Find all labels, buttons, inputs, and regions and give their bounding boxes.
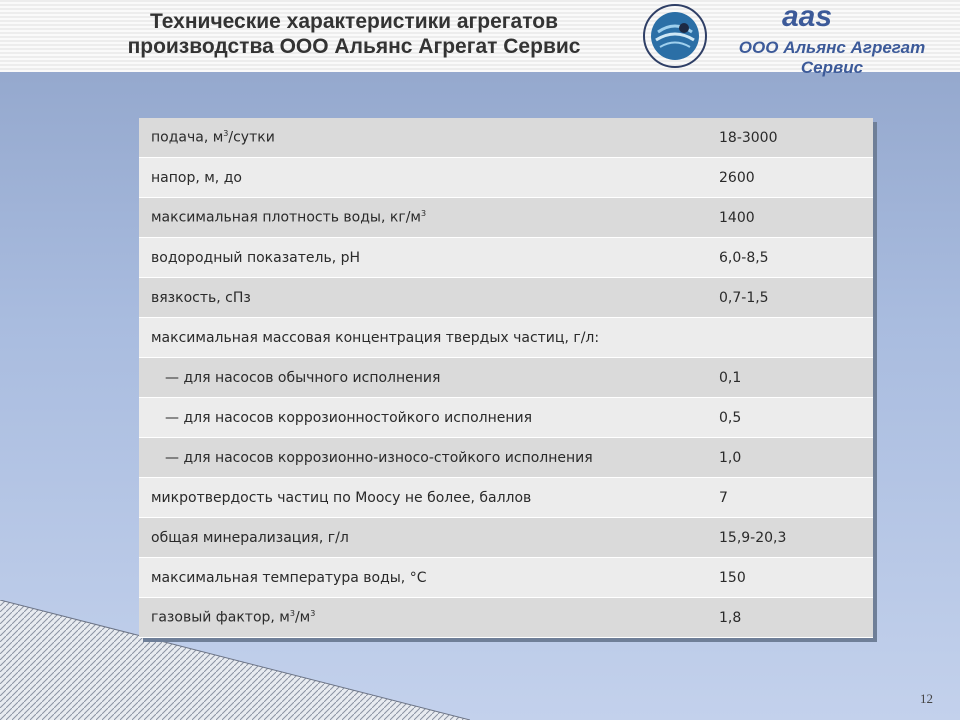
spec-parameter: максимальная температура воды, °С (139, 558, 707, 598)
table-row (139, 358, 873, 398)
table-row (139, 558, 873, 598)
page-number: 12 (920, 691, 933, 706)
title-line-2: производства ООО Альянс Агрегат Сервис (127, 35, 581, 58)
company-emblem-icon (640, 2, 710, 70)
table-row (139, 118, 873, 158)
spec-parameter: максимальная массовая концентрация твердых частиц, г/л: (139, 318, 707, 358)
spec-value: 0,1 (707, 358, 873, 398)
slide-header (0, 0, 960, 77)
specifications-table (139, 118, 873, 638)
spec-parameter: — для насосов коррозионно-износо-стойкого исполнения (139, 438, 707, 478)
spec-value: 1400 (707, 198, 873, 238)
spec-parameter: микротвердость частиц по Моосу не более, баллов (139, 478, 707, 518)
spec-value: 7 (707, 478, 873, 518)
table-row (139, 438, 873, 478)
spec-parameter: общая минерализация, г/л (139, 518, 707, 558)
spec-value: 18-3000 (707, 118, 873, 158)
table-row (139, 158, 873, 198)
spec-parameter: газовый фактор, $м^3/м^3$ (139, 598, 707, 638)
spec-value: 15,9-20,3 (707, 518, 873, 558)
spec-parameter: — для насосов обычного исполнения (139, 358, 707, 398)
table-row (139, 278, 873, 318)
spec-value: 2600 (707, 158, 873, 198)
spec-value: 1,0 (707, 438, 873, 478)
spec-value: 6,0-8,5 (707, 238, 873, 278)
spec-parameter: подача, $м^3$/сутки (139, 118, 707, 158)
company-logo-wordmark (780, 2, 870, 32)
spec-value: 150 (707, 558, 873, 598)
table-row (139, 598, 873, 638)
table-row (139, 198, 873, 238)
table-row (139, 238, 873, 278)
spec-parameter: напор, м, до (139, 158, 707, 198)
spec-parameter: вязкость, сПз (139, 278, 707, 318)
spec-value: 0,7-1,5 (707, 278, 873, 318)
spec-value (707, 318, 873, 358)
table-row (139, 518, 873, 558)
svg-text:aas: aas (782, 2, 833, 32)
spec-value: 1,8 (707, 598, 873, 638)
spec-parameter: водородный показатель, pH (139, 238, 707, 278)
company-name: ООО Альянс Агрегат Сервис (738, 38, 926, 77)
slide-title (84, 9, 624, 59)
table-row (139, 478, 873, 518)
table-row (139, 398, 873, 438)
table-row (139, 318, 873, 358)
spec-parameter: — для насосов коррозионностойкого исполнения (139, 398, 707, 438)
spec-value: 0,5 (707, 398, 873, 438)
title-line-1: Технические характеристики агрегатов (150, 10, 558, 33)
spec-parameter: максимальная плотность воды, $кг/м^3$ (139, 198, 707, 238)
